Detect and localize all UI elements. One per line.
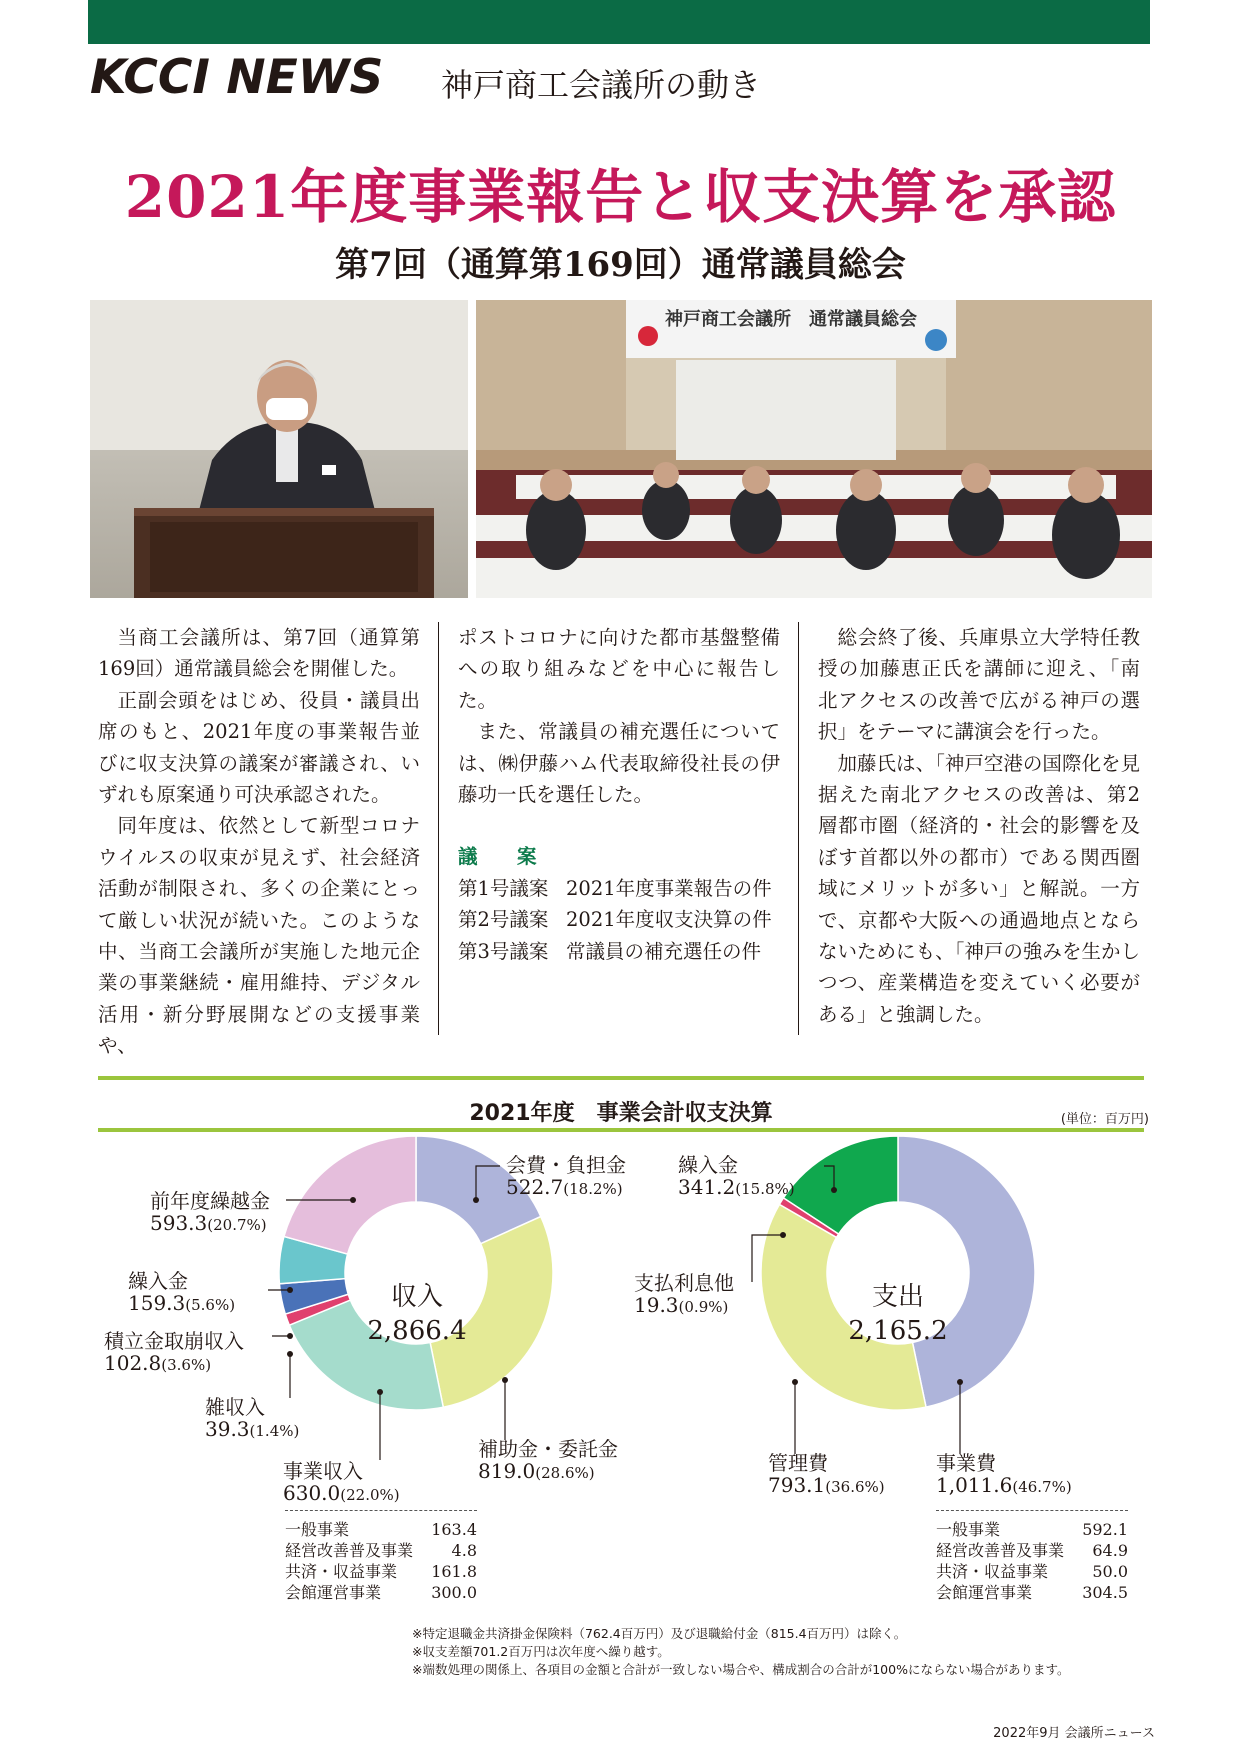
agenda-text: 常議員の補充選任の件 — [566, 939, 762, 963]
slice-percent: (28.6%) — [535, 1464, 595, 1482]
agenda-heading: 議 案 — [458, 845, 547, 869]
expense-center-label — [833, 1280, 963, 1348]
breakdown-row: 経営改善普及事業 4.8 — [285, 1541, 477, 1560]
slice-percent: (5.6%) — [185, 1296, 236, 1314]
expense-center-title: 支出 — [871, 1282, 924, 1312]
brand-name: KCCI NEWS — [90, 50, 384, 105]
income-label-misc — [205, 1396, 299, 1442]
paragraph: 当商工会議所は、第7回（通算第169回）通常議員総会を開催した。 — [98, 626, 420, 681]
expense-breakdown — [936, 1510, 1128, 1603]
leader-dot — [287, 1351, 293, 1357]
slice-value: 19.3 — [634, 1293, 679, 1317]
agenda-number: 第2号議案 — [458, 908, 549, 932]
paragraph: 加藤氏は、「神戸空港の国際化を見据えた南北アクセスの改善は、第2層都市圏（経済的・社会的影響を及ぼす首都以外の都市）である関西圏域にメリットが多い」と解説。一方で、京都や大阪への通過地点とならないためにも、「神戸の強みを生かしつつ、産業構造を変えていく必要がある」と強調した。 — [818, 751, 1140, 1026]
income-label-carryover — [150, 1190, 270, 1236]
leader-dot — [473, 1197, 479, 1203]
expense-label-admin — [768, 1452, 885, 1498]
page-title: 2021年度事業報告と収支決算を承認 — [124, 163, 1117, 231]
income-total: 2,866.4 — [367, 1316, 467, 1346]
footer-issue: 2022年9月 会議所ニュース — [993, 1726, 1155, 1741]
income-center-label — [352, 1280, 482, 1348]
slice-percent: (1.4%) — [249, 1422, 300, 1440]
slice-label: 前年度繰越金 — [150, 1189, 270, 1213]
slice-value: 341.2 — [678, 1175, 736, 1199]
leader-dot — [377, 1389, 383, 1395]
slice-value: 522.7 — [506, 1175, 564, 1199]
slice-value: 793.1 — [768, 1473, 826, 1497]
income-breakdown — [285, 1510, 477, 1603]
breakdown-row: 会館運営事業 304.5 — [936, 1583, 1128, 1602]
unit-label: (単位：百万円) — [1060, 1112, 1149, 1127]
paragraph: 同年度は、依然として新型コロナウイルスの収束が見えず、社会経済活動が制限され、多くの企業にとって厳しい状況が続いた。このような中、当商工会議所が実施した地元企業の事業継続・雇用維持、デジタル活用・新分野展開などの支援事業や、 — [98, 814, 420, 1058]
expense-label-transfer — [678, 1154, 795, 1200]
breakdown-row: 一般事業 163.4 — [285, 1520, 477, 1539]
slice-label: 繰入金 — [128, 1269, 188, 1293]
slice-label: 会費・負担金 — [506, 1153, 626, 1177]
expense-label-business — [936, 1452, 1072, 1498]
income-label-dues — [506, 1154, 626, 1200]
slice-percent: (20.7%) — [207, 1216, 267, 1234]
slice-value: 593.3 — [150, 1211, 208, 1235]
leader-dot — [287, 1333, 293, 1339]
note: ※収支差額701.2百万円は次年度へ繰り越す。 — [412, 1644, 670, 1659]
breakdown-row: 共済・収益事業 161.8 — [285, 1562, 477, 1581]
paragraph: 総会終了後、兵庫県立大学特任教授の加藤恵正氏を講師に迎え、「南北アクセスの改善で広がる神戸の選択」をテーマに講演会を行った。 — [818, 626, 1140, 744]
income-label-reserve — [104, 1330, 244, 1376]
slice-percent: (3.6%) — [161, 1356, 212, 1374]
note: ※特定退職金共済掛金保険料（762.4百万円）及び退職給付金（815.4百万円）は除く。 — [412, 1626, 907, 1641]
slice-label: 事業費 — [936, 1451, 996, 1475]
slice-value: 630.0 — [283, 1481, 341, 1505]
breakdown-row: 一般事業 592.1 — [936, 1520, 1128, 1539]
slice-percent: (15.8%) — [735, 1180, 795, 1198]
paragraph: また、常議員の補充選任については、㈱伊藤ハム代表取締役社長の伊藤功一氏を選任した。 — [458, 720, 780, 807]
leader-dot — [831, 1187, 837, 1193]
slice-label: 繰入金 — [678, 1153, 738, 1177]
breakdown-row: 経営改善普及事業 64.9 — [936, 1541, 1128, 1560]
slice-value: 1,011.6 — [936, 1473, 1013, 1497]
expense-label-interest — [634, 1272, 734, 1318]
slice-label: 雑収入 — [205, 1395, 265, 1419]
brand-subtitle: 神戸商工会議所の動き — [441, 66, 762, 104]
breakdown-row: 共済・収益事業 50.0 — [936, 1562, 1128, 1581]
slice-label: 管理費 — [768, 1451, 828, 1475]
agenda-number: 第3号議案 — [458, 939, 549, 963]
income-center-title: 収入 — [390, 1282, 443, 1312]
breakdown-row: 会館運営事業 300.0 — [285, 1583, 477, 1602]
finance-title: 2021年度 事業会計収支決算 — [469, 1101, 773, 1126]
slice-percent: (0.9%) — [678, 1298, 729, 1316]
income-label-subsidy — [478, 1438, 618, 1484]
paragraph: ポストコロナに向けた都市基盤整備への取り組みなどを中心に報告した。 — [458, 626, 780, 712]
slice-percent: (36.6%) — [825, 1478, 885, 1496]
banner-text: 神戸商工会議所 通常議員総会 — [665, 309, 917, 330]
leader-dot — [792, 1379, 798, 1385]
slice-value: 39.3 — [205, 1417, 250, 1441]
slice-value: 159.3 — [128, 1291, 186, 1315]
slice-label: 事業収入 — [283, 1459, 363, 1483]
slice-label: 支払利息他 — [634, 1271, 734, 1295]
agenda-text: 2021年度事業報告の件 — [566, 876, 772, 900]
slice-percent: (46.7%) — [1012, 1478, 1072, 1496]
slice-label: 積立金取崩収入 — [104, 1329, 244, 1353]
slice-value: 102.8 — [104, 1351, 162, 1375]
leader-dot — [350, 1197, 356, 1203]
agenda-text: 2021年度収支決算の件 — [566, 908, 772, 932]
slice-value: 819.0 — [478, 1459, 536, 1483]
expense-total: 2,165.2 — [848, 1316, 948, 1346]
slice-percent: (22.0%) — [340, 1486, 400, 1504]
leader-dot — [780, 1232, 786, 1238]
slice-label: 補助金・委託金 — [478, 1437, 618, 1461]
slice-percent: (18.2%) — [563, 1180, 623, 1198]
paragraph: 正副会頭をはじめ、役員・議員出席のもと、2021年度の事業報告並びに収支決算の議案が審議され、いずれも原案通り可決承認された。 — [98, 688, 420, 807]
page-subtitle: 第7回（通算第169回）通常議員総会 — [335, 245, 906, 285]
income-label-business — [283, 1460, 400, 1506]
leader-dot — [957, 1379, 963, 1385]
leader-dot — [287, 1287, 293, 1293]
note: ※端数処理の関係上、各項目の金額と合計が一致しない場合や、構成割合の合計が100%にならない場合があります。 — [412, 1662, 1070, 1677]
leader-dot — [502, 1377, 508, 1383]
income-label-transfer — [128, 1270, 235, 1316]
agenda-number: 第1号議案 — [458, 876, 549, 900]
